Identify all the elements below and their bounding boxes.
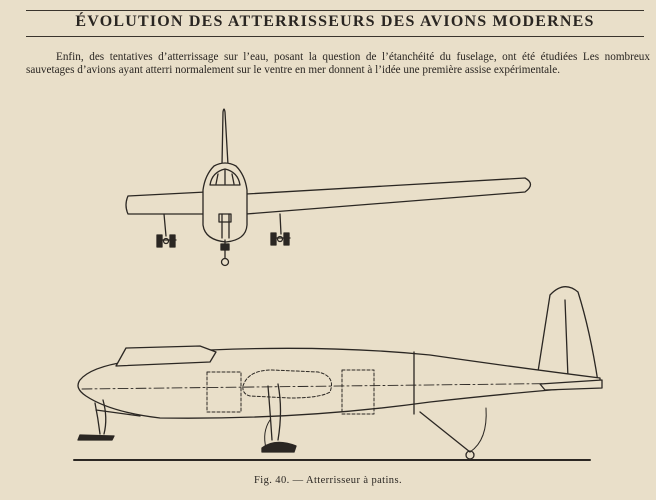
side-view-aircraft: [74, 287, 602, 460]
front-view-aircraft: [126, 109, 531, 266]
body-paragraph: Enfin, des tentatives d’atterrissage sur l’eau, posant la question de l’étanchéité du fuselage, ont été étudiées Les nombreux sauvetages d’avions ayant atterri normalement sur le ventre en mer donnent à l’idée une première assise expérimentale.: [26, 51, 650, 76]
figure-caption: Fig. 40. — Atterrisseur à patins.: [254, 475, 402, 486]
page-header: ÉVOLUTION DES ATTERRISSEURS DES AVIONS MODERNES: [75, 13, 595, 30]
